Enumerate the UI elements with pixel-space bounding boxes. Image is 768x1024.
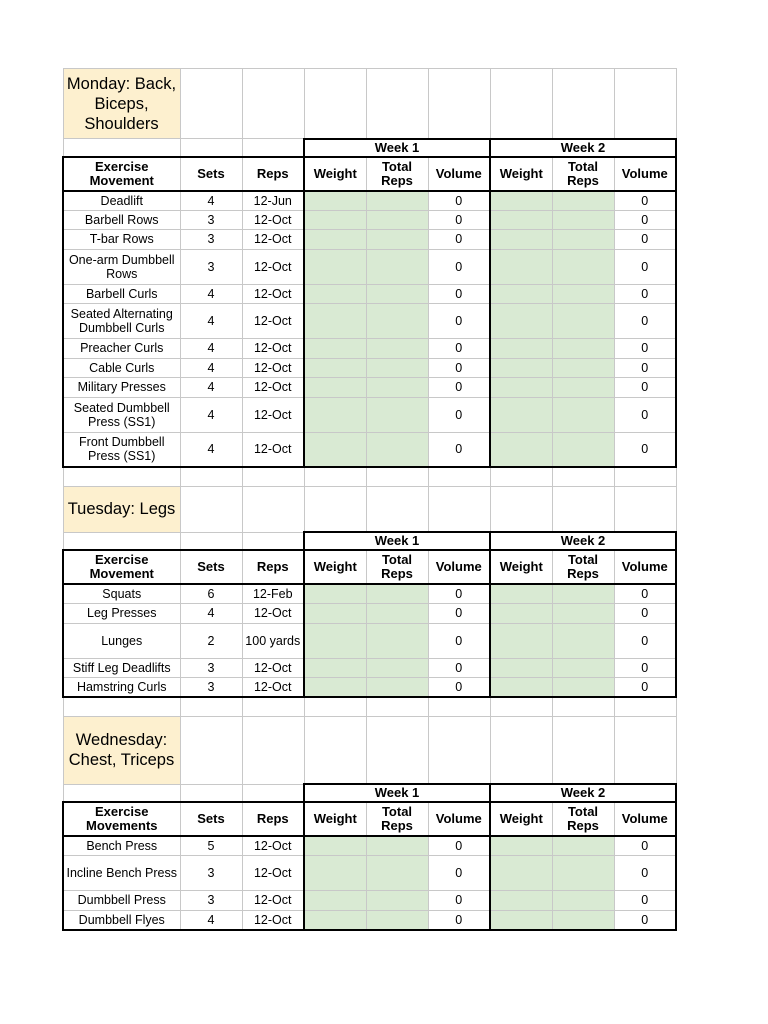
exercise-name: Military Presses	[63, 378, 180, 398]
week-1-volume: 0	[428, 891, 490, 911]
empty-cell[interactable]	[366, 69, 428, 139]
spacer-row	[63, 697, 676, 716]
week-2-volume: 0	[614, 210, 676, 230]
table-row	[63, 230, 676, 250]
table-row	[63, 191, 676, 211]
empty-cell[interactable]	[242, 69, 304, 139]
empty-cell[interactable]	[63, 784, 180, 802]
week-1-total-reps-input[interactable]	[366, 191, 428, 211]
week-1-total-reps-input[interactable]	[366, 678, 428, 698]
week-2-weight-input[interactable]	[490, 856, 552, 891]
empty-cell[interactable]	[366, 486, 428, 532]
exercise-name: Leg Presses	[63, 604, 180, 624]
spacer-row	[63, 467, 676, 486]
table-row	[63, 856, 676, 891]
week-1-total-reps-input[interactable]	[366, 891, 428, 911]
column-header-row	[63, 802, 676, 836]
week-2-volume: 0	[614, 604, 676, 624]
week-2-weight-input[interactable]	[490, 191, 552, 211]
empty-cell[interactable]	[490, 716, 552, 784]
reps-value: 12-Oct	[242, 432, 304, 467]
week-2-total-reps-input[interactable]	[552, 249, 614, 284]
sets-header: Sets	[180, 157, 242, 191]
week-2-volume: 0	[614, 249, 676, 284]
week-1-volume: 0	[428, 623, 490, 658]
day-title: Tuesday: Legs	[63, 486, 180, 532]
table-row	[63, 378, 676, 398]
exercise-name: Barbell Rows	[63, 210, 180, 230]
reps-value: 12-Oct	[242, 856, 304, 891]
empty-cell[interactable]	[242, 467, 304, 486]
week-1-volume: 0	[428, 604, 490, 624]
week-1-weight-input[interactable]	[304, 623, 366, 658]
week-1-total-reps-input[interactable]	[366, 304, 428, 339]
week-1-volume: 0	[428, 358, 490, 378]
week-1-volume: 0	[428, 284, 490, 304]
empty-cell[interactable]	[366, 716, 428, 784]
week-1-volume: 0	[428, 678, 490, 698]
exercise-name: Stiff Leg Deadlifts	[63, 658, 180, 678]
empty-cell[interactable]	[180, 467, 242, 486]
week-1-total-reps-input[interactable]	[366, 378, 428, 398]
week-2-label: Week 2	[490, 532, 676, 550]
empty-cell[interactable]	[614, 486, 676, 532]
week-1-weight-input[interactable]	[304, 397, 366, 432]
empty-cell[interactable]	[552, 697, 614, 716]
total-reps-header: Total Reps	[552, 550, 614, 584]
volume-header: Volume	[428, 550, 490, 584]
week-1-weight-input[interactable]	[304, 358, 366, 378]
week-1-volume: 0	[428, 210, 490, 230]
week-1-total-reps-input[interactable]	[366, 284, 428, 304]
empty-cell[interactable]	[304, 69, 366, 139]
empty-cell[interactable]	[304, 716, 366, 784]
week-2-total-reps-input[interactable]	[552, 910, 614, 930]
reps-value: 12-Jun	[242, 191, 304, 211]
week-1-weight-input[interactable]	[304, 339, 366, 359]
empty-cell[interactable]	[242, 784, 304, 802]
empty-cell[interactable]	[614, 69, 676, 139]
exercise-name: T-bar Rows	[63, 230, 180, 250]
empty-cell[interactable]	[428, 467, 490, 486]
volume-header: Volume	[614, 550, 676, 584]
week-1-total-reps-input[interactable]	[366, 249, 428, 284]
week-2-weight-input[interactable]	[490, 584, 552, 604]
week-2-volume: 0	[614, 891, 676, 911]
week-2-total-reps-input[interactable]	[552, 339, 614, 359]
week-2-volume: 0	[614, 432, 676, 467]
total-reps-header: Total Reps	[552, 802, 614, 836]
empty-cell[interactable]	[428, 697, 490, 716]
week-label-row	[63, 532, 676, 550]
week-1-total-reps-input[interactable]	[366, 358, 428, 378]
week-1-weight-input[interactable]	[304, 304, 366, 339]
week-1-weight-input[interactable]	[304, 210, 366, 230]
empty-cell[interactable]	[490, 69, 552, 139]
week-2-total-reps-input[interactable]	[552, 604, 614, 624]
week-2-volume: 0	[614, 358, 676, 378]
table-row	[63, 678, 676, 698]
table-row	[63, 584, 676, 604]
week-1-label: Week 1	[304, 784, 490, 802]
week-1-volume: 0	[428, 836, 490, 856]
table-row	[63, 604, 676, 624]
empty-cell[interactable]	[552, 486, 614, 532]
workout-spreadsheet	[62, 68, 677, 931]
exercise-name: Dumbbell Flyes	[63, 910, 180, 930]
sets-header: Sets	[180, 550, 242, 584]
empty-cell[interactable]	[242, 697, 304, 716]
week-1-weight-input[interactable]	[304, 658, 366, 678]
weight-header: Weight	[304, 802, 366, 836]
week-1-total-reps-input[interactable]	[366, 658, 428, 678]
column-header-row	[63, 157, 676, 191]
empty-cell[interactable]	[180, 532, 242, 550]
week-2-volume: 0	[614, 230, 676, 250]
week-2-volume: 0	[614, 191, 676, 211]
week-2-total-reps-input[interactable]	[552, 432, 614, 467]
reps-value: 12-Oct	[242, 304, 304, 339]
reps-value: 12-Oct	[242, 358, 304, 378]
week-1-volume: 0	[428, 856, 490, 891]
reps-header: Reps	[242, 550, 304, 584]
sets-value: 3	[180, 856, 242, 891]
volume-header: Volume	[428, 157, 490, 191]
week-2-weight-input[interactable]	[490, 397, 552, 432]
week-2-volume: 0	[614, 304, 676, 339]
week-1-weight-input[interactable]	[304, 584, 366, 604]
week-1-weight-input[interactable]	[304, 891, 366, 911]
exercise-name: Seated Alternating Dumbbell Curls	[63, 304, 180, 339]
sets-value: 4	[180, 339, 242, 359]
week-1-weight-input[interactable]	[304, 191, 366, 211]
week-2-total-reps-input[interactable]	[552, 678, 614, 698]
week-1-total-reps-input[interactable]	[366, 836, 428, 856]
exercise-name: Deadlift	[63, 191, 180, 211]
sets-value: 4	[180, 284, 242, 304]
weight-header: Weight	[304, 550, 366, 584]
day-title-row	[63, 716, 676, 784]
exercise-header: Exercise Movement	[63, 157, 180, 191]
empty-cell[interactable]	[552, 467, 614, 486]
table-row	[63, 304, 676, 339]
weight-header: Weight	[490, 802, 552, 836]
exercise-name: Seated Dumbbell Press (SS1)	[63, 397, 180, 432]
reps-value: 12-Oct	[242, 604, 304, 624]
week-1-total-reps-input[interactable]	[366, 856, 428, 891]
sets-value: 4	[180, 604, 242, 624]
empty-cell[interactable]	[63, 532, 180, 550]
empty-cell[interactable]	[490, 467, 552, 486]
reps-value: 12-Oct	[242, 230, 304, 250]
empty-cell[interactable]	[304, 467, 366, 486]
exercise-name: Hamstring Curls	[63, 678, 180, 698]
week-1-weight-input[interactable]	[304, 284, 366, 304]
empty-cell[interactable]	[614, 697, 676, 716]
exercise-header: Exercise Movements	[63, 802, 180, 836]
week-1-total-reps-input[interactable]	[366, 339, 428, 359]
week-2-weight-input[interactable]	[490, 249, 552, 284]
empty-cell[interactable]	[490, 486, 552, 532]
table-row	[63, 891, 676, 911]
reps-value: 12-Oct	[242, 397, 304, 432]
weight-header: Weight	[304, 157, 366, 191]
weight-header: Weight	[490, 550, 552, 584]
day-title-row	[63, 69, 676, 139]
week-label-row	[63, 139, 676, 157]
week-1-volume: 0	[428, 191, 490, 211]
week-2-volume: 0	[614, 658, 676, 678]
empty-cell[interactable]	[304, 697, 366, 716]
volume-header: Volume	[614, 157, 676, 191]
table-row	[63, 836, 676, 856]
empty-cell[interactable]	[63, 467, 180, 486]
week-2-volume: 0	[614, 284, 676, 304]
reps-value: 12-Oct	[242, 658, 304, 678]
week-2-total-reps-input[interactable]	[552, 284, 614, 304]
week-label-row	[63, 784, 676, 802]
week-1-weight-input[interactable]	[304, 230, 366, 250]
empty-cell[interactable]	[180, 784, 242, 802]
exercise-name: Front Dumbbell Press (SS1)	[63, 432, 180, 467]
table-row	[63, 210, 676, 230]
week-1-volume: 0	[428, 584, 490, 604]
empty-cell[interactable]	[614, 716, 676, 784]
empty-cell[interactable]	[180, 486, 242, 532]
sets-value: 5	[180, 836, 242, 856]
exercise-name: Dumbbell Press	[63, 891, 180, 911]
week-2-total-reps-input[interactable]	[552, 191, 614, 211]
week-2-weight-input[interactable]	[490, 658, 552, 678]
sets-value: 4	[180, 397, 242, 432]
week-1-total-reps-input[interactable]	[366, 623, 428, 658]
week-2-weight-input[interactable]	[490, 210, 552, 230]
reps-value: 12-Oct	[242, 891, 304, 911]
sets-value: 4	[180, 191, 242, 211]
sets-value: 4	[180, 378, 242, 398]
week-1-weight-input[interactable]	[304, 432, 366, 467]
exercise-name: Barbell Curls	[63, 284, 180, 304]
week-2-weight-input[interactable]	[490, 836, 552, 856]
week-2-volume: 0	[614, 378, 676, 398]
week-2-weight-input[interactable]	[490, 432, 552, 467]
week-2-weight-input[interactable]	[490, 378, 552, 398]
volume-header: Volume	[428, 802, 490, 836]
week-2-total-reps-input[interactable]	[552, 836, 614, 856]
reps-value: 12-Oct	[242, 210, 304, 230]
reps-header: Reps	[242, 157, 304, 191]
table-row	[63, 397, 676, 432]
sets-value: 2	[180, 623, 242, 658]
week-1-weight-input[interactable]	[304, 249, 366, 284]
column-header-row	[63, 550, 676, 584]
week-1-weight-input[interactable]	[304, 856, 366, 891]
empty-cell[interactable]	[180, 69, 242, 139]
sets-value: 4	[180, 910, 242, 930]
week-2-volume: 0	[614, 623, 676, 658]
empty-cell[interactable]	[304, 486, 366, 532]
empty-cell[interactable]	[366, 467, 428, 486]
day-title: Wednesday: Chest, Triceps	[63, 716, 180, 784]
table-row	[63, 623, 676, 658]
week-1-total-reps-input[interactable]	[366, 910, 428, 930]
week-2-total-reps-input[interactable]	[552, 304, 614, 339]
week-2-volume: 0	[614, 678, 676, 698]
week-2-weight-input[interactable]	[490, 910, 552, 930]
day-title: Monday: Back, Biceps, Shoulders	[63, 69, 180, 139]
week-1-volume: 0	[428, 249, 490, 284]
sets-value: 3	[180, 658, 242, 678]
week-1-total-reps-input[interactable]	[366, 230, 428, 250]
week-2-volume: 0	[614, 910, 676, 930]
week-2-label: Week 2	[490, 784, 676, 802]
table-row	[63, 358, 676, 378]
total-reps-header: Total Reps	[552, 157, 614, 191]
reps-value: 12-Oct	[242, 339, 304, 359]
week-1-total-reps-input[interactable]	[366, 397, 428, 432]
empty-cell[interactable]	[180, 716, 242, 784]
week-2-total-reps-input[interactable]	[552, 891, 614, 911]
exercise-name: One-arm Dumbbell Rows	[63, 249, 180, 284]
week-1-volume: 0	[428, 230, 490, 250]
total-reps-header: Total Reps	[366, 802, 428, 836]
week-1-weight-input[interactable]	[304, 678, 366, 698]
week-1-volume: 0	[428, 304, 490, 339]
week-1-total-reps-input[interactable]	[366, 210, 428, 230]
table-row	[63, 339, 676, 359]
week-1-weight-input[interactable]	[304, 836, 366, 856]
table-row	[63, 432, 676, 467]
week-1-volume: 0	[428, 397, 490, 432]
week-2-volume: 0	[614, 397, 676, 432]
sets-value: 3	[180, 230, 242, 250]
empty-cell[interactable]	[63, 697, 180, 716]
sets-value: 3	[180, 891, 242, 911]
sets-value: 3	[180, 249, 242, 284]
exercise-name: Incline Bench Press	[63, 856, 180, 891]
sets-value: 3	[180, 210, 242, 230]
exercise-header: Exercise Movement	[63, 550, 180, 584]
week-2-total-reps-input[interactable]	[552, 230, 614, 250]
week-2-volume: 0	[614, 339, 676, 359]
week-1-label: Week 1	[304, 139, 490, 157]
week-2-total-reps-input[interactable]	[552, 397, 614, 432]
reps-value: 12-Oct	[242, 249, 304, 284]
exercise-name: Bench Press	[63, 836, 180, 856]
week-2-total-reps-input[interactable]	[552, 210, 614, 230]
sets-value: 3	[180, 678, 242, 698]
table-row	[63, 284, 676, 304]
week-2-weight-input[interactable]	[490, 358, 552, 378]
week-1-weight-input[interactable]	[304, 910, 366, 930]
week-1-total-reps-input[interactable]	[366, 584, 428, 604]
week-2-total-reps-input[interactable]	[552, 623, 614, 658]
empty-cell[interactable]	[552, 69, 614, 139]
empty-cell[interactable]	[242, 716, 304, 784]
table-row	[63, 249, 676, 284]
week-2-volume: 0	[614, 836, 676, 856]
week-2-weight-input[interactable]	[490, 604, 552, 624]
total-reps-header: Total Reps	[366, 550, 428, 584]
week-1-volume: 0	[428, 658, 490, 678]
week-2-weight-input[interactable]	[490, 284, 552, 304]
sets-value: 4	[180, 304, 242, 339]
exercise-name: Lunges	[63, 623, 180, 658]
week-2-weight-input[interactable]	[490, 891, 552, 911]
empty-cell[interactable]	[366, 697, 428, 716]
week-2-weight-input[interactable]	[490, 678, 552, 698]
week-2-weight-input[interactable]	[490, 339, 552, 359]
week-2-total-reps-input[interactable]	[552, 584, 614, 604]
week-1-label: Week 1	[304, 532, 490, 550]
empty-cell[interactable]	[428, 716, 490, 784]
exercise-name: Cable Curls	[63, 358, 180, 378]
week-1-weight-input[interactable]	[304, 378, 366, 398]
week-1-volume: 0	[428, 910, 490, 930]
week-2-total-reps-input[interactable]	[552, 658, 614, 678]
empty-cell[interactable]	[242, 486, 304, 532]
empty-cell[interactable]	[180, 697, 242, 716]
week-2-weight-input[interactable]	[490, 304, 552, 339]
sets-value: 4	[180, 358, 242, 378]
table-row	[63, 658, 676, 678]
week-2-volume: 0	[614, 856, 676, 891]
week-2-total-reps-input[interactable]	[552, 856, 614, 891]
sets-value: 4	[180, 432, 242, 467]
sets-header: Sets	[180, 802, 242, 836]
table-row	[63, 910, 676, 930]
week-2-volume: 0	[614, 584, 676, 604]
empty-cell[interactable]	[242, 139, 304, 157]
empty-cell[interactable]	[428, 69, 490, 139]
volume-header: Volume	[614, 802, 676, 836]
week-2-total-reps-input[interactable]	[552, 378, 614, 398]
week-2-weight-input[interactable]	[490, 623, 552, 658]
week-1-volume: 0	[428, 378, 490, 398]
sets-value: 6	[180, 584, 242, 604]
week-1-volume: 0	[428, 339, 490, 359]
week-2-weight-input[interactable]	[490, 230, 552, 250]
week-1-total-reps-input[interactable]	[366, 432, 428, 467]
reps-value: 12-Oct	[242, 284, 304, 304]
total-reps-header: Total Reps	[366, 157, 428, 191]
reps-value: 100 yards	[242, 623, 304, 658]
reps-value: 12-Feb	[242, 584, 304, 604]
reps-value: 12-Oct	[242, 836, 304, 856]
week-1-total-reps-input[interactable]	[366, 604, 428, 624]
week-1-weight-input[interactable]	[304, 604, 366, 624]
empty-cell[interactable]	[614, 467, 676, 486]
reps-value: 12-Oct	[242, 910, 304, 930]
empty-cell[interactable]	[180, 139, 242, 157]
exercise-name: Squats	[63, 584, 180, 604]
empty-cell[interactable]	[428, 486, 490, 532]
weight-header: Weight	[490, 157, 552, 191]
reps-value: 12-Oct	[242, 378, 304, 398]
empty-cell[interactable]	[242, 532, 304, 550]
exercise-name: Preacher Curls	[63, 339, 180, 359]
reps-value: 12-Oct	[242, 678, 304, 698]
week-1-volume: 0	[428, 432, 490, 467]
week-2-label: Week 2	[490, 139, 676, 157]
empty-cell[interactable]	[552, 716, 614, 784]
reps-header: Reps	[242, 802, 304, 836]
week-2-total-reps-input[interactable]	[552, 358, 614, 378]
empty-cell[interactable]	[63, 139, 180, 157]
day-title-row	[63, 486, 676, 532]
empty-cell[interactable]	[490, 697, 552, 716]
